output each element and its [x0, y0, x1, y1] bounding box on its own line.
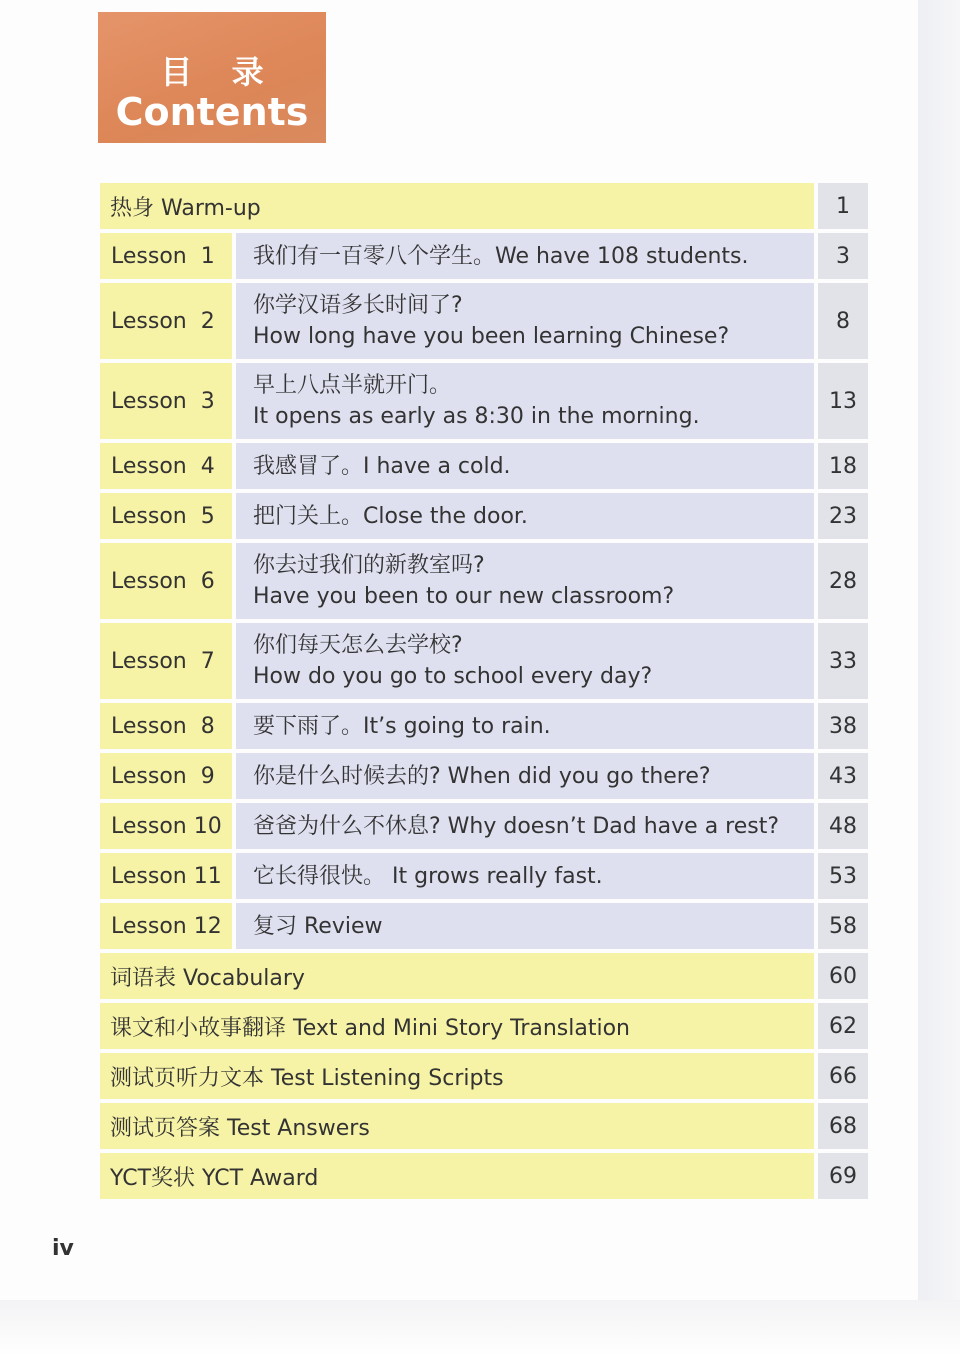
lesson-label: Lesson 5: [100, 493, 232, 539]
lesson-title-line1: 我们有一百零八个学生。We have 108 students.: [253, 243, 749, 269]
contents-heading-banner: [98, 12, 326, 143]
toc-page-number: 13: [818, 363, 868, 439]
toc-row-lesson: [100, 803, 868, 849]
toc-page-number: 43: [818, 753, 868, 799]
lesson-title: [236, 853, 814, 899]
lesson-title-line2: Have you been to our new classroom?: [253, 584, 675, 609]
toc-page-number: 68: [818, 1103, 868, 1149]
lesson-title: [236, 803, 814, 849]
toc-row-lesson: [100, 443, 868, 489]
page-bottom-shade: [0, 1300, 960, 1356]
toc-page-number: 8: [818, 283, 868, 359]
toc-row-lesson: [100, 363, 868, 439]
lesson-title-line1: 要下雨了。It’s going to rain.: [253, 713, 551, 739]
toc-page-number: 69: [818, 1153, 868, 1199]
toc-row: [100, 1153, 868, 1199]
lesson-title-line1: 复习 Review: [253, 913, 383, 939]
lesson-label: Lesson 7: [100, 623, 232, 699]
toc-page-number: 38: [818, 703, 868, 749]
lesson-label: Lesson 6: [100, 543, 232, 619]
lesson-title: [236, 903, 814, 949]
lesson-label: Lesson 12: [100, 903, 232, 949]
toc-entry-title: 词语表 Vocabulary: [100, 953, 814, 999]
toc-page-number: 60: [818, 953, 868, 999]
toc-row-lesson: [100, 753, 868, 799]
toc-entry-title: 测试页答案 Test Answers: [100, 1103, 814, 1149]
toc-page-number: 58: [818, 903, 868, 949]
lesson-title-line1: 你去过我们的新教室吗?: [253, 553, 485, 578]
heading-chinese: 目 录: [160, 53, 278, 91]
lesson-title: [236, 543, 814, 619]
lesson-title: [236, 703, 814, 749]
lesson-title-line2: How long have you been learning Chinese?: [253, 324, 730, 349]
lesson-title-line1: 我感冒了。I have a cold.: [253, 453, 511, 479]
toc-row-lesson: [100, 493, 868, 539]
toc-page-number: 1: [818, 183, 868, 229]
toc-entry-title: 热身 Warm-up: [100, 183, 814, 229]
lesson-label: Lesson 3: [100, 363, 232, 439]
toc-page-number: 66: [818, 1053, 868, 1099]
lesson-title: [236, 443, 814, 489]
toc-entry-title: 课文和小故事翻译 Text and Mini Story Translation: [100, 1003, 814, 1049]
toc-row-lesson: [100, 623, 868, 699]
lesson-title-line1: 你学汉语多长时间了?: [253, 293, 463, 318]
toc-page-number: 23: [818, 493, 868, 539]
lesson-title: [236, 493, 814, 539]
toc-page-number: 53: [818, 853, 868, 899]
toc-page-number: 33: [818, 623, 868, 699]
toc-page-number: 48: [818, 803, 868, 849]
toc-row: [100, 1053, 868, 1099]
toc-row-lesson: [100, 233, 868, 279]
lesson-label: Lesson 8: [100, 703, 232, 749]
page-edge-shade: [918, 0, 960, 1300]
lesson-title-line1: 早上八点半就开门。: [253, 373, 452, 398]
table-of-contents: [100, 183, 868, 1203]
toc-page-number: 3: [818, 233, 868, 279]
lesson-label: Lesson 11: [100, 853, 232, 899]
toc-row: [100, 183, 868, 229]
toc-row-lesson: [100, 283, 868, 359]
lesson-title-line1: 它长得很快。 It grows really fast.: [253, 863, 603, 889]
lesson-label: Lesson 2: [100, 283, 232, 359]
lesson-title-line1: 你是什么时候去的? When did you go there?: [253, 763, 711, 789]
toc-row-lesson: [100, 543, 868, 619]
lesson-title-line1: 你们每天怎么去学校?: [253, 633, 463, 658]
lesson-label: Lesson 1: [100, 233, 232, 279]
toc-row-lesson: [100, 853, 868, 899]
toc-row: [100, 1103, 868, 1149]
lesson-title: [236, 363, 814, 439]
lesson-label: Lesson 9: [100, 753, 232, 799]
heading-english: Contents: [115, 90, 309, 134]
lesson-title-line1: 把门关上。Close the door.: [253, 503, 528, 529]
lesson-title: [236, 623, 814, 699]
toc-row: [100, 953, 868, 999]
lesson-label: Lesson 4: [100, 443, 232, 489]
toc-page-number: 62: [818, 1003, 868, 1049]
lesson-title-line2: How do you go to school every day?: [253, 664, 653, 689]
lesson-title-line1: 爸爸为什么不休息? Why doesn’t Dad have a rest?: [253, 813, 780, 839]
lesson-title: [236, 753, 814, 799]
toc-page-number: 18: [818, 443, 868, 489]
page-number-folio: iv: [52, 1236, 74, 1261]
lesson-title: [236, 283, 814, 359]
toc-row-lesson: [100, 903, 868, 949]
lesson-title: [236, 233, 814, 279]
lesson-label: Lesson 10: [100, 803, 232, 849]
toc-entry-title: YCT奖状 YCT Award: [100, 1153, 814, 1199]
toc-page-number: 28: [818, 543, 868, 619]
toc-row: [100, 1003, 868, 1049]
lesson-title-line2: It opens as early as 8:30 in the morning.: [253, 404, 700, 429]
toc-row-lesson: [100, 703, 868, 749]
toc-entry-title: 测试页听力文本 Test Listening Scripts: [100, 1053, 814, 1099]
